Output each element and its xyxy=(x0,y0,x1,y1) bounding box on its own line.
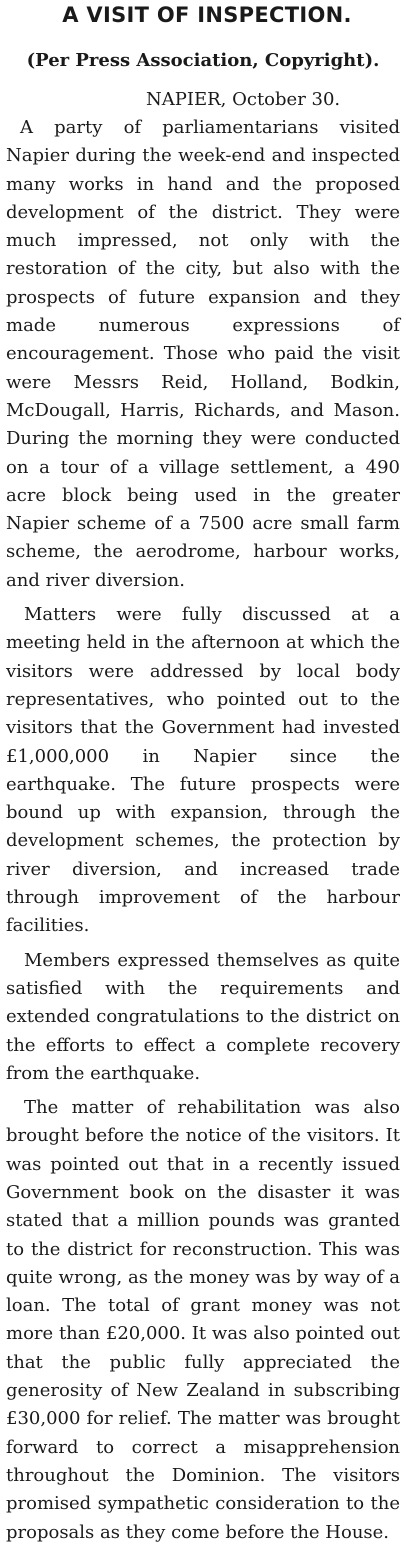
article-paragraph: A party of parliamentarians visited Napier during the week-end and inspected many works in hand and the proposed development of the district. They were much impressed, not only with the restoration of the city, but also with the prospects of future expansion and they made numerous expressions of encouragement. Those who paid the visit were Messrs Reid, Holland, Bodkin, McDougall, Harris, Richards, and Mason. During the morning they were conducted on a tour of a village settlement, a 490 acre block being used in the greater Napier scheme of a 7500 acre small farm scheme, the aerodrome, harbour works, and river diversion. xyxy=(6,117,400,591)
dateline: NAPIER, October 30. xyxy=(146,89,341,110)
byline: (Per Press Association, Copyright). xyxy=(26,50,380,71)
headline: A VISIT OF INSPECTION. xyxy=(62,3,352,27)
article-paragraph: Members expressed themselves as quite satisfied with the requirements and extended congratulations to the district on the efforts to effect a complete recovery from the earthquake. xyxy=(6,949,400,1084)
article-paragraph: The matter of rehabilitation was also brought before the notice of the visitors. It was pointed out that in a recently issued Government book on the disaster it was stated that a million pounds was granted to the district for reconstruction. This was quite wrong, as the money was by way of a loan. The total of grant money was not more than £20,000. It was also pointed out that the public fully appreciated the generosity of New Zealand in subscribing £30,000 for relief. The matter was brought forward to correct a misapprehension throughout the Dominion. The visitors promised sympathetic consideration to the proposals as they come before the House. xyxy=(6,1097,400,1543)
news-article xyxy=(6,0,400,1547)
article-paragraph: Matters were fully discussed at a meeting held in the afternoon at which the visitors were addressed by local body representatives, who pointed out to the visitors that the Government had invested £1,000,000 in Napier since the earthquake. The future prospects were bound up with expansion, through the development schemes, the protection by river diversion, and increased trade through improvement of the harbour facilities. xyxy=(6,604,400,937)
